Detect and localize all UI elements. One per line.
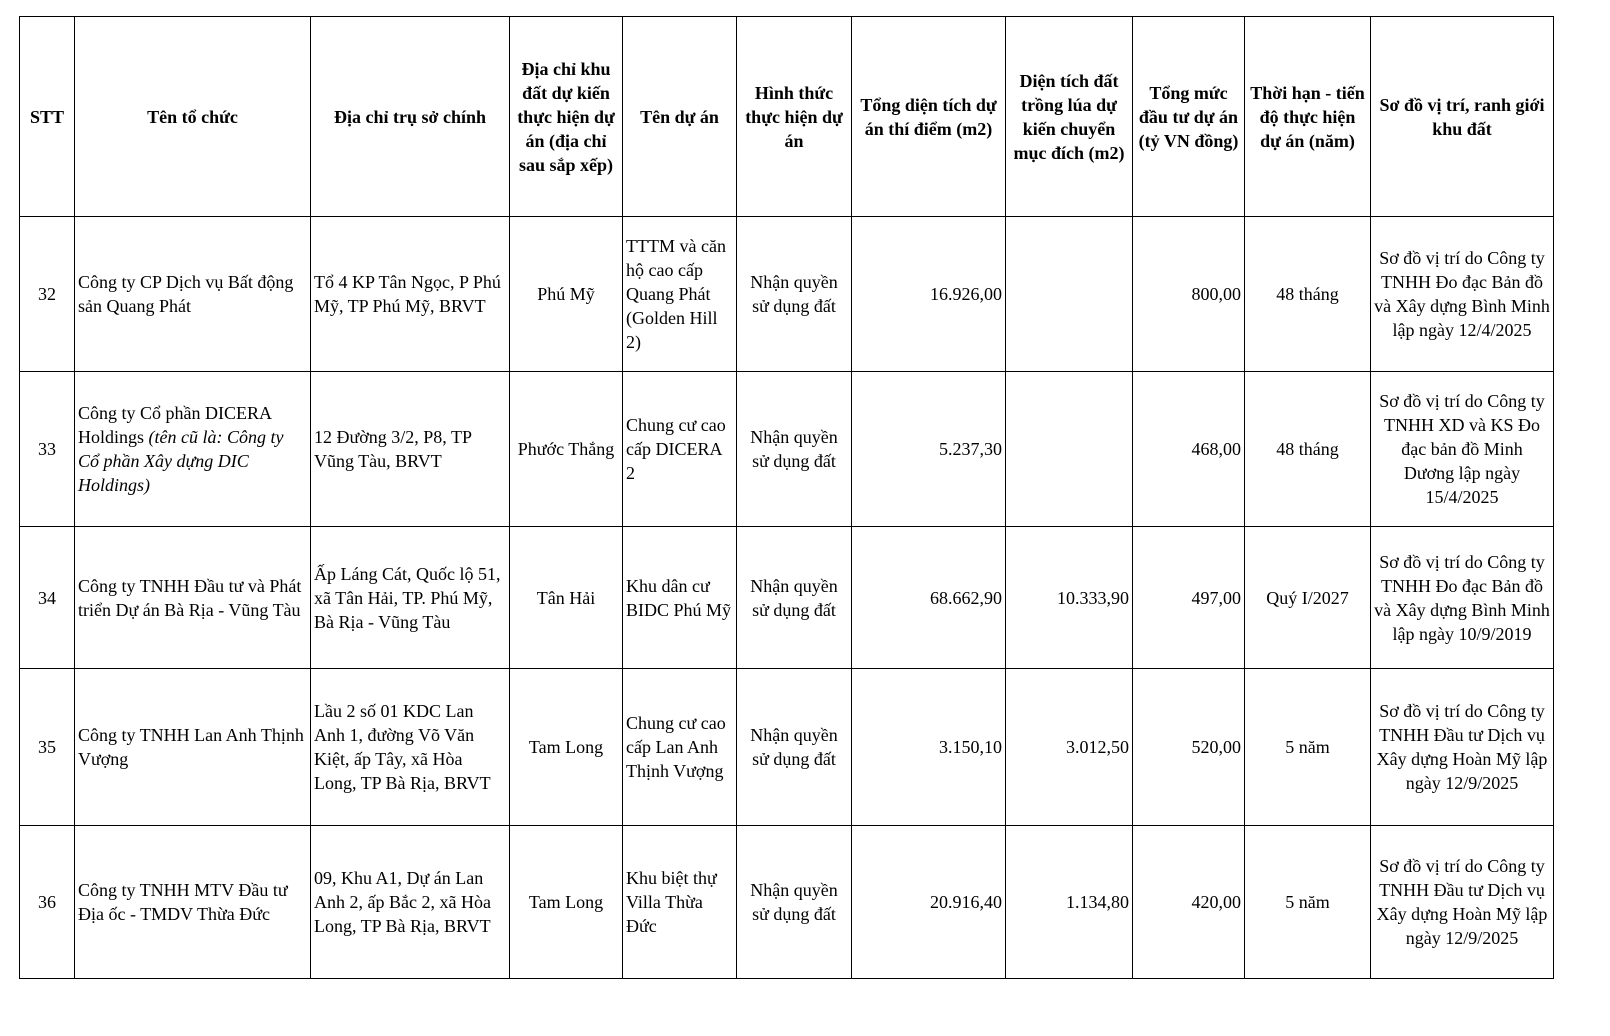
header-rice: Diện tích đất trồng lúa dự kiến chuyển mục đích (m2) [1006, 17, 1133, 217]
cell-invest: 497,00 [1133, 527, 1245, 669]
cell-area: 68.662,90 [852, 527, 1006, 669]
cell-stt: 35 [20, 669, 75, 826]
cell-org [75, 826, 311, 979]
projects-table [19, 16, 1554, 979]
cell-site: Tam Long [510, 669, 623, 826]
cell-project: Chung cư cao cấp Lan Anh Thịnh Vượng [623, 669, 737, 826]
cell-hq: 12 Đường 3/2, P8, TP Vũng Tàu, BRVT [311, 372, 510, 527]
org-name: Công ty TNHH Đầu tư và Phát triển Dự án Bà Rịa - Vũng Tàu [78, 575, 302, 620]
cell-org [75, 669, 311, 826]
cell-invest: 520,00 [1133, 669, 1245, 826]
cell-project: Khu dân cư BIDC Phú Mỹ [623, 527, 737, 669]
cell-rice: 3.012,50 [1006, 669, 1133, 826]
cell-time: 5 năm [1245, 826, 1371, 979]
header-row [20, 17, 1554, 217]
table-row [20, 669, 1554, 826]
cell-stt: 36 [20, 826, 75, 979]
cell-rice [1006, 372, 1133, 527]
cell-area: 16.926,00 [852, 217, 1006, 372]
cell-rice: 10.333,90 [1006, 527, 1133, 669]
org-name: Công ty CP Dịch vụ Bất động sản Quang Phát [78, 272, 294, 316]
cell-map: Sơ đồ vị trí do Công ty TNHH Đo đạc Bản đồ và Xây dựng Bình Minh lập ngày 10/9/2019 [1371, 527, 1554, 669]
cell-time: Quý I/2027 [1245, 527, 1371, 669]
cell-map: Sơ đồ vị trí do Công ty TNHH Đo đạc Bản đồ và Xây dựng Bình Minh lập ngày 12/4/2025 [1371, 217, 1554, 372]
cell-time: 5 năm [1245, 669, 1371, 826]
header-stt: STT [20, 17, 75, 217]
cell-rice: 1.134,80 [1006, 826, 1133, 979]
table-row [20, 372, 1554, 527]
cell-time: 48 tháng [1245, 217, 1371, 372]
cell-map: Sơ đồ vị trí do Công ty TNHH Đầu tư Dịch vụ Xây dựng Hoàn Mỹ lập ngày 12/9/2025 [1371, 669, 1554, 826]
cell-site: Phú Mỹ [510, 217, 623, 372]
cell-hq: 09, Khu A1, Dự án Lan Anh 2, ấp Bắc 2, xã Hòa Long, TP Bà Rịa, BRVT [311, 826, 510, 979]
cell-invest: 420,00 [1133, 826, 1245, 979]
cell-form: Nhận quyền sử dụng đất [737, 372, 852, 527]
cell-stt: 34 [20, 527, 75, 669]
cell-rice [1006, 217, 1133, 372]
cell-form: Nhận quyền sử dụng đất [737, 217, 852, 372]
header-site: Địa chỉ khu đất dự kiến thực hiện dự án (địa chỉ sau sắp xếp) [510, 17, 623, 217]
header-hq: Địa chỉ trụ sở chính [311, 17, 510, 217]
cell-project: Khu biệt thự Villa Thừa Đức [623, 826, 737, 979]
cell-area: 20.916,40 [852, 826, 1006, 979]
cell-org [75, 527, 311, 669]
header-org: Tên tổ chức [75, 17, 311, 217]
cell-project: Chung cư cao cấp DICERA 2 [623, 372, 737, 527]
cell-hq: Lầu 2 số 01 KDC Lan Anh 1, đường Võ Văn Kiệt, ấp Tây, xã Hòa Long, TP Bà Rịa, BRVT [311, 669, 510, 826]
cell-form: Nhận quyền sử dụng đất [737, 669, 852, 826]
table-row [20, 217, 1554, 372]
org-name: Công ty TNHH Lan Anh Thịnh Vượng [78, 725, 304, 769]
header-time: Thời hạn - tiến độ thực hiện dự án (năm) [1245, 17, 1371, 217]
org-name: Công ty Cổ phần DICERA Holdings [78, 403, 272, 447]
org-note: (tên cũ là: Công ty Cổ phần Xây dựng DIC Holdings) [78, 427, 284, 495]
header-invest: Tổng mức đầu tư dự án (tỷ VN đồng) [1133, 17, 1245, 217]
cell-area: 3.150,10 [852, 669, 1006, 826]
header-map: Sơ đồ vị trí, ranh giới khu đất [1371, 17, 1554, 217]
cell-map: Sơ đồ vị trí do Công ty TNHH XD và KS Đo đạc bản đồ Minh Dương lập ngày 15/4/2025 [1371, 372, 1554, 527]
cell-site: Tam Long [510, 826, 623, 979]
cell-invest: 468,00 [1133, 372, 1245, 527]
cell-hq: Ấp Láng Cát, Quốc lộ 51, xã Tân Hải, TP. Phú Mỹ, Bà Rịa - Vũng Tàu [311, 527, 510, 669]
table-row [20, 826, 1554, 979]
cell-form: Nhận quyền sử dụng đất [737, 527, 852, 669]
cell-site: Phước Thắng [510, 372, 623, 527]
table-row [20, 527, 1554, 669]
cell-org [75, 217, 311, 372]
cell-form: Nhận quyền sử dụng đất [737, 826, 852, 979]
cell-org [75, 372, 311, 527]
cell-area: 5.237,30 [852, 372, 1006, 527]
cell-hq: Tổ 4 KP Tân Ngọc, P Phú Mỹ, TP Phú Mỹ, BRVT [311, 217, 510, 372]
cell-project: TTTM và căn hộ cao cấp Quang Phát (Golden Hill 2) [623, 217, 737, 372]
cell-site: Tân Hải [510, 527, 623, 669]
cell-map: Sơ đồ vị trí do Công ty TNHH Đầu tư Dịch vụ Xây dựng Hoàn Mỹ lập ngày 12/9/2025 [1371, 826, 1554, 979]
cell-time: 48 tháng [1245, 372, 1371, 527]
org-name: Công ty TNHH MTV Đầu tư Địa ốc - TMDV Thừa Đức [78, 880, 288, 924]
cell-invest: 800,00 [1133, 217, 1245, 372]
cell-stt: 32 [20, 217, 75, 372]
header-area: Tổng diện tích dự án thí điểm (m2) [852, 17, 1006, 217]
cell-stt: 33 [20, 372, 75, 527]
header-project: Tên dự án [623, 17, 737, 217]
header-form: Hình thức thực hiện dự án [737, 17, 852, 217]
